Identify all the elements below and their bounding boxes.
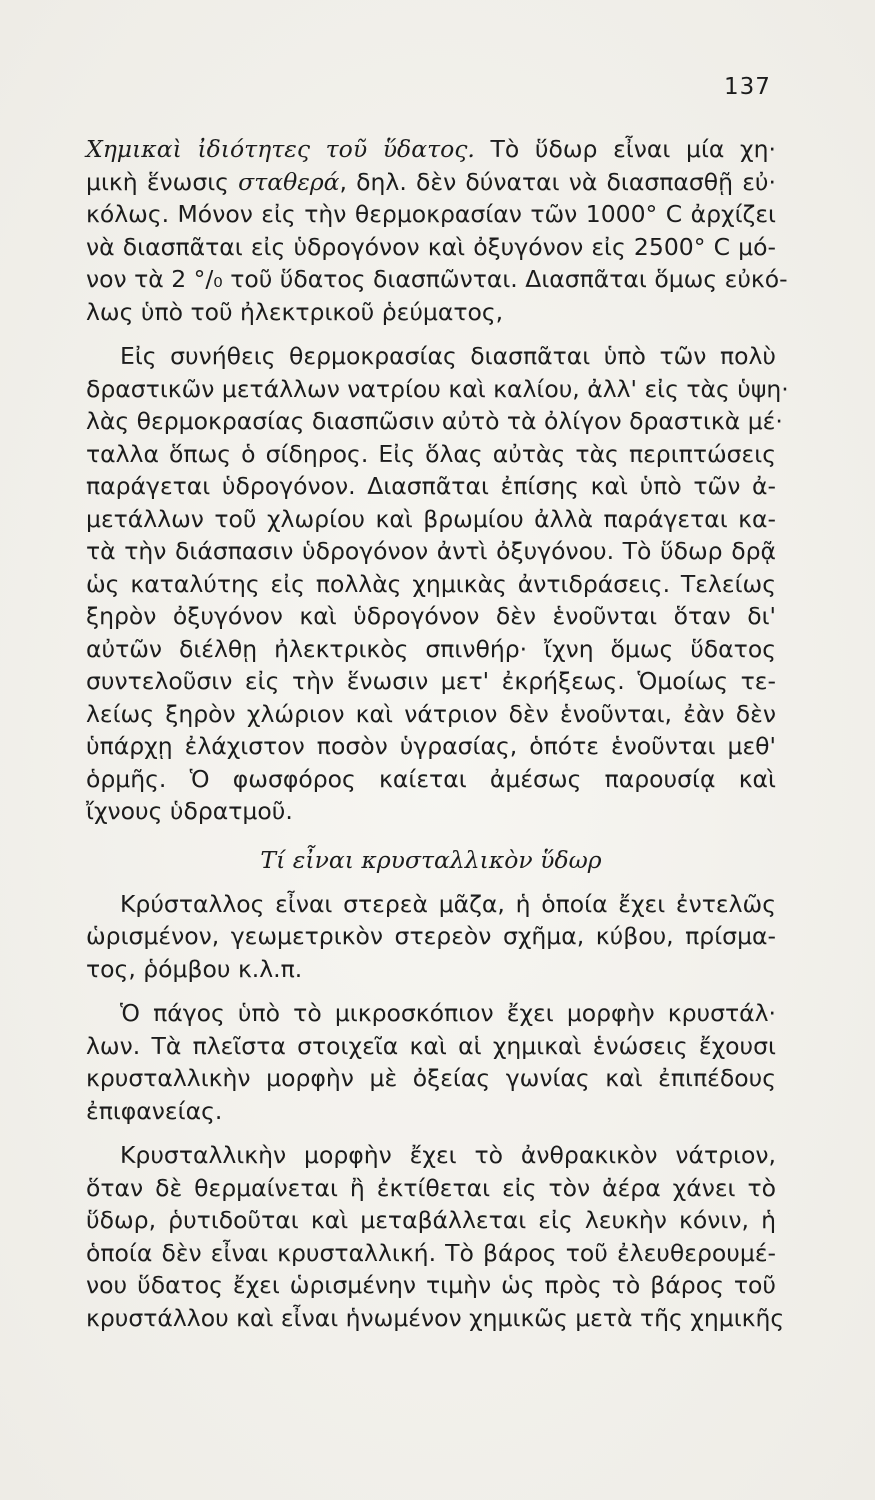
- emphasis-text: σταθερά: [238, 167, 340, 196]
- text-line: νὰ διασπᾶται εἰς ὑδρογόνον καὶ ὀξυγόνον εἰς 2500° C μό-: [86, 232, 776, 261]
- text-line: ὕδωρ, ῥυτιδοῦται καὶ μεταβάλλεται εἰς λευκὴν κόνιν, ἡ: [86, 1206, 776, 1234]
- text-line: αὐτῶν διέλθῃ ἠλεκτρικὸς σπινθήρ· ἴχνη ὅμως ὕδατος: [86, 634, 776, 663]
- paragraph-gap: [86, 985, 776, 997]
- text-line: κόλως. Μόνον εἰς τὴν θερμοκρασίαν τῶν 1000° C ἀρχίζει: [86, 200, 776, 228]
- paragraph-sodium-carbonate: [86, 1139, 785, 1334]
- paragraph-decomposition: [86, 340, 789, 828]
- text-line: Κρύσταλλος εἶναι στερεὰ μᾶζα, ἡ ὁποία ἔχει ἐντελῶς: [120, 889, 776, 918]
- paragraph-lead-heading: Χημικαὶ ἰδιότητες τοῦ ὕδατος.: [86, 135, 475, 163]
- text-line: τὰ τὴν διάσπασιν ὑδρογόνον ἀντὶ ὀξυγόνου. Τὸ ὕδωρ δρᾷ: [86, 537, 776, 565]
- text-line: ὑπάρχῃ ἐλάχιστον ποσὸν ὑγρασίας, ὁπότε ἑνοῦνται μεθ': [86, 732, 776, 760]
- text-line: τος, ῥόμβου κ.λ.π.: [86, 954, 303, 983]
- text-line: παράγεται ὑδρογόνον. Διασπᾶται ἐπίσης καὶ ὑπὸ τῶν ἀ-: [86, 472, 776, 500]
- text-line: ἴχνους ὑδρατμοῦ.: [86, 797, 293, 825]
- page-number: 137: [724, 74, 771, 100]
- text-line: κρυστάλλου καὶ εἶναι ἡνωμένον χημικῶς μετὰ τῆς χημικῆς: [86, 1303, 785, 1332]
- text-line: Χημικαὶ ἰδιότητες τοῦ ὕδατος. Τὸ ὕδωρ εἶναι μία χη·: [86, 135, 776, 163]
- text-line: συντελοῦσιν εἰς τὴν ἕνωσιν μετ' ἐκρήξεως. Ὁμοίως τε-: [86, 667, 776, 695]
- paragraph-crystal-definition: [86, 888, 776, 986]
- paragraph-ice-crystals: [86, 997, 776, 1127]
- text-line: λων. Τὰ πλεῖστα στοιχεῖα καὶ αἱ χημικαὶ ἑνώσεις ἔχουσι: [86, 1031, 776, 1060]
- text-line: ὁρμῆς. Ὁ φωσφόρος καίεται ἀμέσως παρουσίᾳ καὶ: [86, 764, 776, 793]
- text-line: ἐπιφανείας.: [86, 1096, 223, 1125]
- text-line: λείως ξηρὸν χλώριον καὶ νάτριον δὲν ἑνοῦνται, ἐὰν δὲν: [86, 699, 776, 728]
- body-text: [86, 133, 789, 1334]
- text-line: λὰς θερμοκρασίας διασπῶσιν αὐτὸ τὰ ὀλίγον δραστικὰ μέ·: [86, 407, 783, 435]
- text-line: ὅταν δὲ θερμαίνεται ἢ ἐκτίθεται εἰς τὸν ἀέρα χάνει τὸ: [86, 1173, 776, 1202]
- text-line: μικὴ ἕνωσις σταθερά, δηλ. δὲν δύναται νὰ διασπασθῇ εὐ·: [86, 167, 776, 196]
- text-line: νον τὰ 2 °/₀ τοῦ ὕδατος διασπῶνται. Διασπᾶται ὅμως εὐκό-: [86, 265, 788, 293]
- text-line: δραστικῶν μετάλλων νατρίου καὶ καλίου, ἀλλ' εἰς τὰς ὑψη·: [86, 374, 789, 403]
- paragraph-chemical-properties: [86, 133, 788, 328]
- text-line: λως ὑπὸ τοῦ ἠλεκτρικοῦ ῥεύματος,: [86, 297, 504, 326]
- section-heading: Τί εἶναι κρυσταλλικὸν ὕδωρ: [260, 845, 602, 874]
- text-line: Εἰς συνήθεις θερμοκρασίας διασπᾶται ὑπὸ τῶν πολὺ: [120, 342, 776, 370]
- text-line: νου ὕδατος ἔχει ὡρισμένην τιμὴν ὡς πρὸς τὸ βάρος τοῦ: [86, 1271, 776, 1299]
- text-line: Ὁ πάγος ὑπὸ τὸ μικροσκόπιον ἔχει μορφὴν κρυστάλ·: [120, 999, 776, 1027]
- text-line: ταλλα ὅπως ὁ σίδηρος. Εἰς ὅλας αὐτὰς τὰς περιπτώσεις: [86, 439, 776, 468]
- text-line: κρυσταλλικὴν μορφὴν μὲ ὀξείας γωνίας καὶ ἐπιπέδους: [86, 1064, 776, 1092]
- text-line: ὡρισμένον, γεωμετρικὸν στερεὸν σχῆμα, κύβου, πρίσμα-: [86, 922, 776, 950]
- text-line: μετάλλων τοῦ χλωρίου καὶ βρωμίου ἀλλὰ παράγεται κα-: [86, 504, 776, 533]
- text-line: Κρυσταλλικὴν μορφὴν ἔχει τὸ ἀνθρακικὸν νάτριον,: [120, 1141, 776, 1169]
- text-line: ὡς καταλύτης εἰς πολλὰς χημικὰς ἀντιδράσεις. Τελείως: [86, 569, 776, 598]
- paragraph-gap: [86, 1127, 776, 1139]
- text-line: ξηρὸν ὀξυγόνον καὶ ὑδρογόνον δὲν ἑνοῦνται ὅταν δι': [86, 602, 776, 630]
- text-line: ὁποία δὲν εἶναι κρυσταλλική. Τὸ βάρος τοῦ ἐλευθερουμέ-: [86, 1238, 776, 1267]
- paragraph-gap: [86, 328, 776, 340]
